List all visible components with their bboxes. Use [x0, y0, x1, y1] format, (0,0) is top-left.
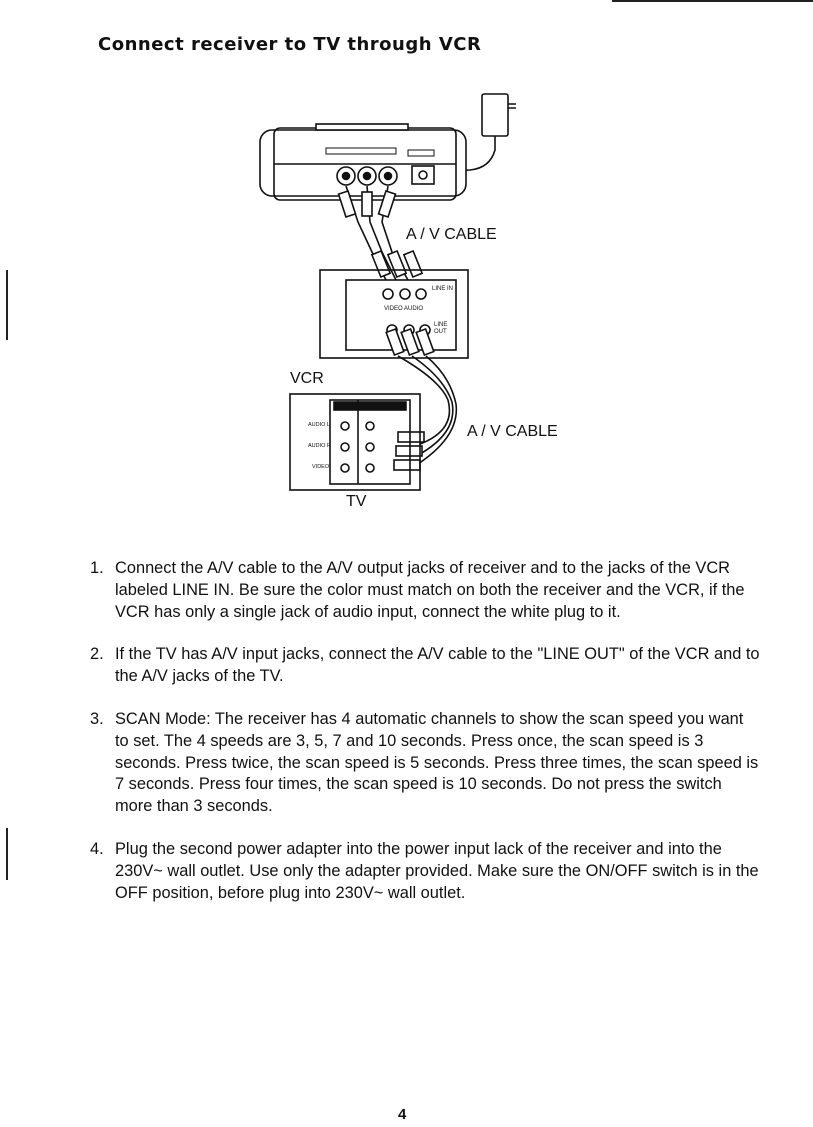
list-item [90, 839, 760, 904]
top-rule [612, 0, 813, 2]
vcr-line-out-label: LINE OUT [434, 322, 448, 335]
step-text: Plug the second power adapter into the power input lack of the receiver and into the 230V~ wall outlet. Use only the adapter provided. Make sure the ON/OFF switch is in the OFF position, before plug into 230V~ wall outlet. [115, 839, 759, 902]
tv-jack-audio-r: AUDIO R [308, 443, 331, 449]
tv-label: TV [346, 493, 367, 510]
tv-jack-audio-l: AUDIO L [308, 422, 331, 428]
list-item [90, 558, 760, 623]
step-text: Connect the A/V cable to the A/V output jacks of receiver and to the jacks of the VCR labeled LINE IN. Be sure the color must match on both the receiver and the VCR, if the VCR has only a single jack of audio input, connect the white plug to it. [115, 559, 745, 621]
list-item [90, 709, 760, 818]
connection-diagram [0, 80, 813, 520]
av-cable-label-bottom: A / V CABLE [467, 423, 558, 440]
scan-edge-mark [6, 828, 8, 880]
scan-edge-mark [6, 270, 8, 340]
page-title: Connect receiver to TV through VCR [98, 34, 482, 55]
step-text: SCAN Mode: The receiver has 4 automatic channels to show the scan speed you want to set. The 4 speeds are 3, 5, 7 and 10 seconds. Press once, the scan speed is 3 seconds. Press twice, the scan speed is 5 seconds. Press three times, the scan speed is 7 seconds. Press four times, the scan speed is 10 seconds. Do not press the switch more than 3 seconds. [115, 709, 759, 816]
step-number: 4. [90, 839, 104, 858]
step-number: 3. [90, 709, 104, 728]
step-number: 1. [90, 559, 104, 577]
step-text: If the TV has A/V input jacks, connect the A/V cable to the "LINE OUT" of the VCR and to the A/V jacks of the TV. [115, 645, 760, 686]
vcr-jack-caption: VIDEO AUDIO [384, 306, 424, 312]
vcr-line-in-label: LINE IN [432, 286, 454, 292]
step-number: 2. [90, 645, 104, 664]
av-cable-label-top: A / V CABLE [406, 226, 497, 243]
tv-jack-video: VIDEO [312, 464, 330, 470]
list-item [90, 644, 760, 688]
vcr-label: VCR [290, 370, 324, 387]
instruction-list [90, 558, 760, 904]
page-number: 4 [398, 1106, 407, 1123]
receiver-icon [260, 124, 466, 200]
